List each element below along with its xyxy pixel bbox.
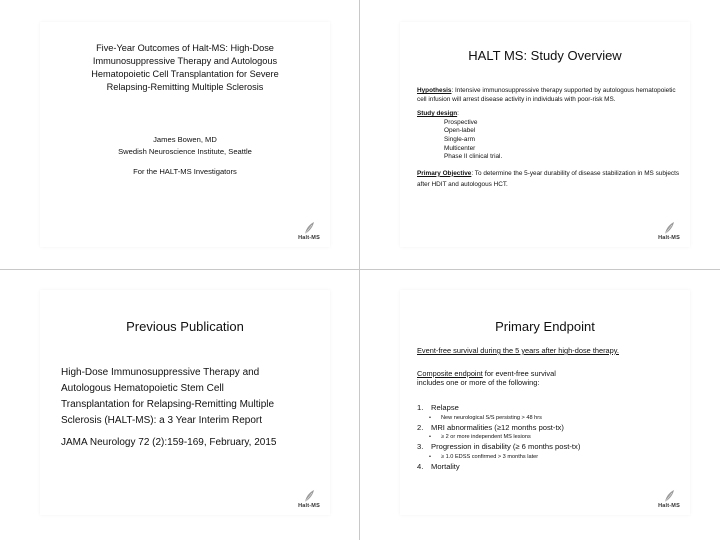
study-design-label: Study design — [417, 110, 458, 118]
feather-icon — [302, 489, 316, 503]
hypothesis-paragraph — [417, 87, 682, 104]
title-line: Relapsing-Remitting Multiple Sclerosis — [106, 82, 264, 92]
investigators-line: For the HALT-MS Investigators — [133, 167, 237, 176]
hypothesis-text: : Intensive immunosuppressive therapy supported by autologous hematopoietic cell infusion will arrest disease activity in individuals with poor-risk MS. — [417, 87, 676, 103]
item-number: 2. — [417, 422, 424, 432]
publication-title — [61, 365, 326, 429]
primary-objective-paragraph — [417, 168, 682, 190]
item-text: MRI abnormalities (≥12 months post-tx) — [431, 422, 564, 432]
endpoint-list — [417, 403, 682, 472]
composite-endpoint-text: includes one or more of the following: — [417, 378, 540, 387]
endpoint-definition: Event-free survival during the 5 years after high-dose therapy. — [417, 346, 619, 355]
halt-ms-logo — [652, 489, 686, 509]
slide-body — [417, 87, 682, 190]
primary-objective-label: Primary Objective — [417, 169, 472, 177]
feather-icon — [302, 221, 316, 235]
item-text: Mortality — [431, 461, 460, 471]
publication-line: Autologous Hematopoietic Stem Cell — [61, 383, 224, 394]
title-line: Hematopoietic Cell Transplantation for Severe — [91, 69, 279, 79]
logo-text: Halt-MS — [298, 503, 320, 509]
sub-item-text: ≥ 2 or more independent MS lesions — [441, 434, 531, 440]
list-item — [417, 462, 682, 473]
bullet-icon: • — [429, 434, 431, 440]
composite-endpoint-text: for event-free survival — [482, 369, 556, 378]
list-item: Phase II clinical trial. — [444, 153, 503, 161]
bullet-icon: • — [429, 453, 431, 460]
logo-text: Halt-MS — [658, 503, 680, 509]
halt-ms-logo — [292, 221, 326, 241]
bullet-icon: • — [429, 414, 431, 421]
sub-item-text: ≥ 1.0 EDSS confirmed > 3 months later — [441, 453, 539, 460]
logo-text: Halt-MS — [658, 235, 680, 241]
list-item: Open-label — [444, 127, 476, 135]
feather-icon — [662, 221, 676, 235]
item-number: 1. — [417, 403, 424, 412]
study-design-block — [417, 110, 682, 162]
author-affiliation: Swedish Neuroscience Institute, Seattle — [118, 146, 252, 156]
study-design-list — [417, 119, 682, 162]
halt-ms-logo — [292, 489, 326, 509]
list-item: Single-arm — [444, 135, 475, 143]
journal-citation: JAMA Neurology 72 (2):159-169, February, 2015 — [61, 437, 277, 448]
author-block — [50, 134, 320, 157]
slide-previous-publication — [40, 290, 330, 515]
slide-heading: Primary Endpoint — [495, 319, 595, 334]
study-design-colon: : — [457, 110, 459, 118]
slide-primary-endpoint — [400, 290, 690, 515]
sub-list-item — [417, 453, 682, 462]
list-item: Multicenter — [444, 144, 476, 152]
logo-text: Halt-MS — [298, 235, 320, 241]
title-line: Five-Year Outcomes of Halt-MS: High-Dose — [96, 43, 274, 53]
slide-study-overview — [400, 22, 690, 247]
composite-endpoint-label: Composite endpoint — [417, 369, 483, 378]
list-item — [417, 423, 682, 434]
list-item: Prospective — [444, 118, 478, 126]
sub-item-text: New neurological S/S persisting > 48 hrs — [441, 414, 542, 421]
page-divider-vertical — [359, 0, 360, 540]
composite-endpoint-intro — [417, 369, 682, 387]
halt-ms-logo — [652, 221, 686, 241]
item-number: 3. — [417, 442, 424, 451]
publication-line: Sclerosis (HALT-MS): a 3 Year Interim Report — [61, 415, 262, 426]
title-line: Immunosuppressive Therapy and Autologous — [92, 56, 278, 66]
primary-objective-text: : To determine the 5-year durability of disease stabilization in MS subjects after HDIT and autologous HCT. — [417, 169, 680, 188]
sub-list-item — [417, 433, 682, 442]
slide-heading: Previous Publication — [126, 319, 244, 334]
item-text: Progression in disability (≥ 6 months post-tx) — [431, 442, 581, 451]
presentation-title — [50, 42, 320, 94]
publication-line: Transplantation for Relapsing-Remitting Multiple — [61, 399, 275, 410]
author-name: James Bowen, MD — [153, 135, 217, 144]
page-divider-horizontal — [0, 269, 720, 270]
list-item — [417, 403, 682, 414]
item-text: Relapse — [431, 403, 459, 412]
list-item — [417, 442, 682, 453]
feather-icon — [662, 489, 676, 503]
item-number: 4. — [417, 461, 424, 471]
hypothesis-label: Hypothesis — [417, 87, 452, 94]
slide-heading: HALT MS: Study Overview — [468, 48, 622, 63]
slide-title — [40, 22, 330, 247]
publication-line: High-Dose Immunosuppressive Therapy and — [61, 367, 260, 378]
sub-list-item — [417, 414, 682, 423]
